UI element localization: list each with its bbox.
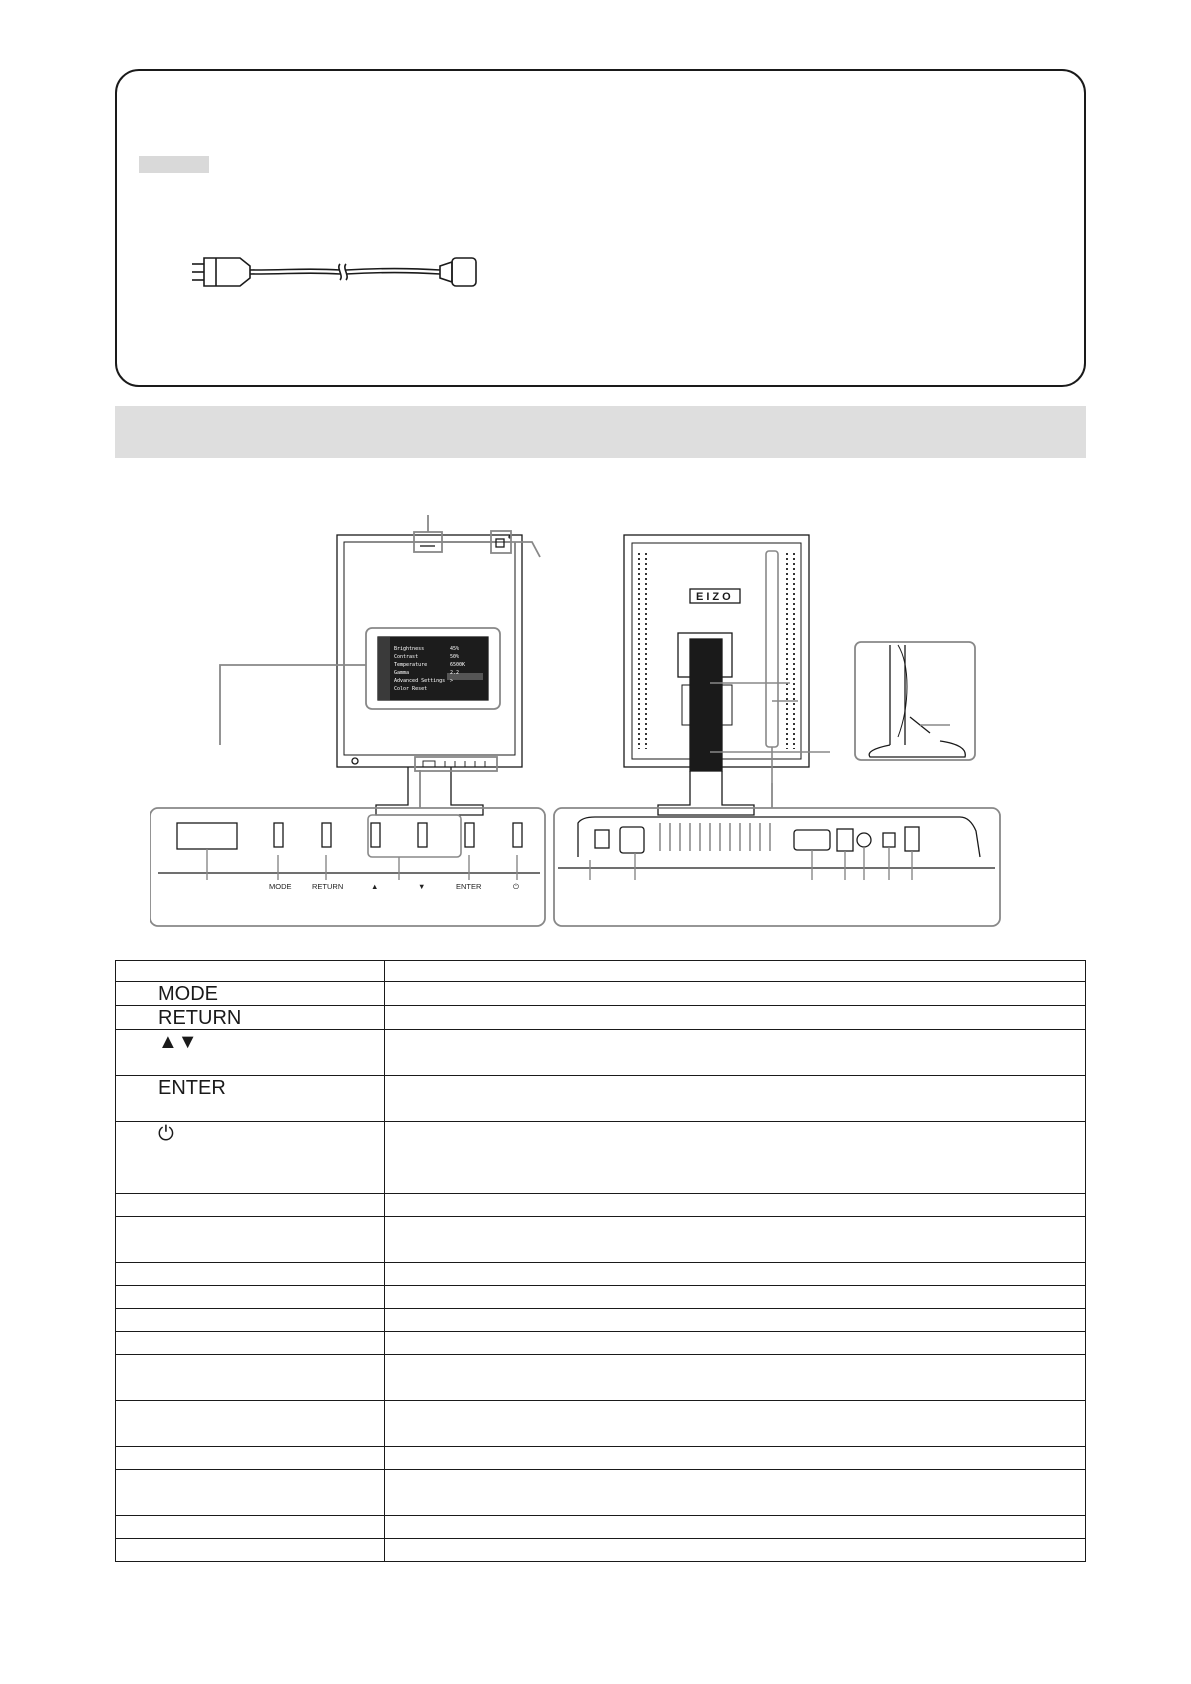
table-row (116, 1030, 1086, 1076)
table-row (116, 1516, 1086, 1539)
osd-item-value: 45% (450, 646, 460, 652)
up-button-label: ▲ (371, 882, 379, 891)
osd-item-label: Gamma (394, 670, 410, 676)
table-row (116, 1401, 1086, 1447)
note-label-tag (139, 156, 209, 173)
osd-item-value: 2.2 (450, 670, 460, 676)
mode-button-label: MODE (269, 882, 292, 891)
up-down-label: ▲▼ (158, 1031, 198, 1053)
front-button-strip (150, 770, 545, 926)
accessories-box (115, 69, 1086, 387)
table-row (116, 982, 1086, 1006)
table-row (116, 1076, 1086, 1122)
enter-button-label: ENTER (456, 882, 482, 891)
monitor-parts-diagram (150, 505, 1050, 940)
osd-item-label: Brightness (394, 646, 425, 652)
power-button-label: ⏻ (513, 882, 519, 891)
down-button-label: ▼ (418, 882, 426, 891)
mode-label: MODE (158, 983, 218, 1005)
table-row (116, 1355, 1086, 1401)
power-cord-illustration (190, 248, 490, 298)
rear-connector-strip (554, 783, 1000, 926)
parts-table (115, 960, 1086, 1562)
table-row (116, 1309, 1086, 1332)
table-row (116, 1470, 1086, 1516)
return-button-label: RETURN (312, 882, 344, 891)
table-row (116, 1286, 1086, 1309)
enter-label: ENTER (158, 1077, 226, 1099)
osd-item-value: > (450, 678, 454, 684)
table-row (116, 1194, 1086, 1217)
osd-item-label: Advanced Settings (394, 678, 446, 684)
cable-holder-inset (855, 642, 975, 760)
section-heading-bar (115, 406, 1086, 458)
table-row (116, 1447, 1086, 1470)
table-row (116, 1263, 1086, 1286)
return-label: RETURN (158, 1007, 242, 1029)
rear-logo: EIZO (696, 591, 734, 603)
osd-item-value: 6500K (450, 662, 466, 668)
table-row (116, 1006, 1086, 1030)
osd-item-label: Color Reset (394, 686, 428, 692)
table-row (116, 1539, 1086, 1562)
rear-view (624, 535, 830, 815)
osd-item-value: 50% (450, 654, 460, 660)
table-row (116, 1217, 1086, 1263)
osd-item-label: Temperature (394, 662, 428, 668)
table-row (116, 1332, 1086, 1355)
power-label: ⏻ (158, 1123, 174, 1145)
table-row (116, 1122, 1086, 1194)
osd-item-label: Contrast (394, 654, 419, 660)
